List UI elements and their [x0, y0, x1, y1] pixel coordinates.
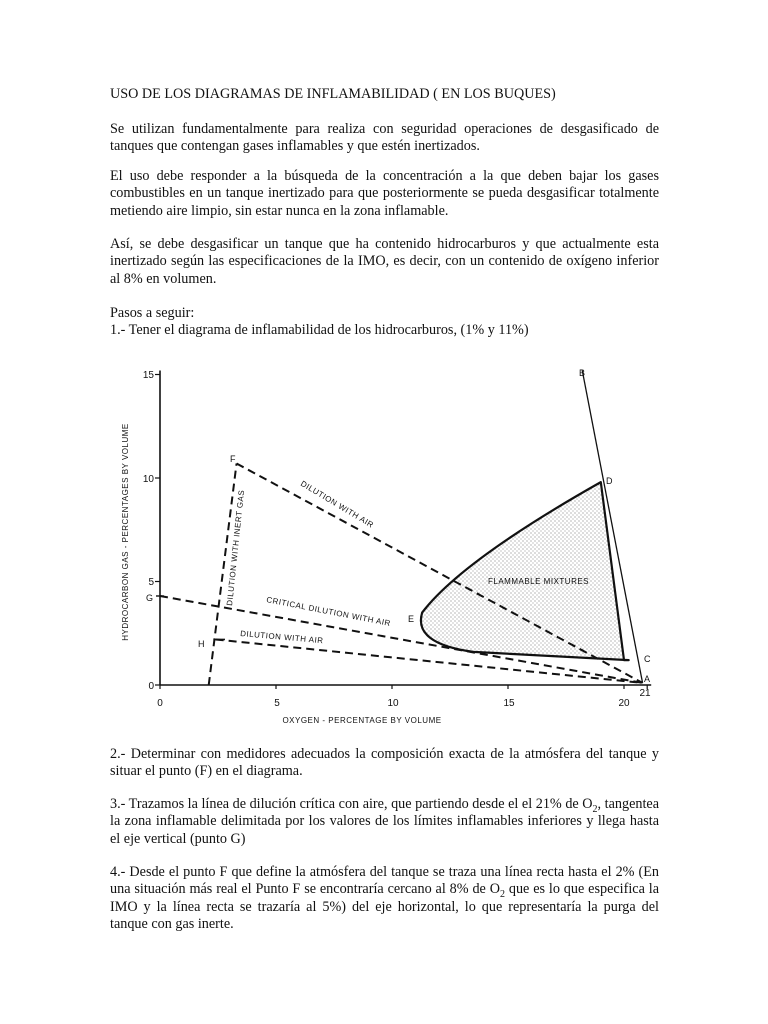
y-tick-5: 5 [148, 577, 154, 588]
point-H: H [198, 639, 205, 649]
paragraph-1: Se utilizan fundamentalmente para realiza con seguridad operaciones de desgasificado de tanques que contengan gases inflamables y que estén inertizados. [110, 121, 659, 155]
step-3-text-b: , tangentea la zona inflamable delimitada por los valores de los límites inflamables inferiores y llega hasta el eje vertical (punto G) [110, 796, 659, 847]
x-axis-title: OXYGEN - PERCENTAGE BY VOLUME [282, 716, 442, 725]
label-critical-dilution: CRITICAL DILUTION WITH AIR [265, 595, 392, 629]
step-4-text-a: 4.- Desde el punto F que define la atmósfera del tanque se traza una línea recta hasta el 2% (En una situación más real el Punto F se encontraría cercano al 8% de O [110, 864, 659, 898]
point-D: D [606, 476, 613, 486]
chart-layer [155, 370, 651, 689]
step-2: 2.- Determinar con medidores adecuados la composición exacta de la atmósfera del tanque y situar el punto (F) en el diagrama. [110, 746, 659, 780]
y-tick-10: 10 [142, 474, 154, 485]
step-4-text-b: que es lo que especifica la IMO y la línea recta se trazaría al 5%) del eje horizontal, lo que representaría la purga del tanque con gas inerte. [110, 881, 659, 933]
paragraph-2: El uso debe responder a la búsqueda de la concentración a la que deben bajar los gases combustibles en un tanque inertizado para que posteriormente se pueda desgasificar totalmente metiendo aire limpio, sin estar nunca en la zona inflamable. [110, 168, 659, 219]
x-tick-10: 10 [387, 698, 399, 709]
step-3 [110, 796, 659, 848]
step-1: 1.- Tener el diagrama de inflamabilidad de los hidrocarburos, (1% y 11%) [110, 322, 529, 339]
point-F: F [230, 454, 236, 464]
document-title: USO DE LOS DIAGRAMAS DE INFLAMABILIDAD ( EN LOS BUQUES) [110, 86, 556, 102]
step-4 [110, 864, 659, 934]
y-tick-15: 15 [142, 370, 154, 381]
diagram-svg [110, 360, 670, 730]
point-E: E [408, 614, 415, 624]
y-tick-0: 0 [148, 681, 154, 692]
label-dilution-air-upper: DILUTION WITH AIR [298, 478, 376, 530]
step-4-subscript: 2 [499, 889, 505, 901]
point-G: G [146, 593, 154, 603]
x-tick-21: 21 [639, 688, 651, 699]
steps-heading: Pasos a seguir: [110, 305, 195, 321]
label-dilution-air-lower: DILUTION WITH AIR [239, 629, 324, 646]
steps-section [110, 305, 659, 340]
point-B: B [579, 368, 586, 378]
label-flammable-mixtures: FLAMMABLE MIXTURES [488, 577, 590, 586]
step-3-text-a: 3.- Trazamos la línea de dilución crítica con aire, que partiendo desde el el 21% de O [110, 796, 593, 812]
point-A: A [644, 674, 651, 684]
x-tick-5: 5 [274, 698, 280, 709]
flammable-region [421, 482, 629, 660]
step-3-subscript: 2 [592, 803, 598, 815]
point-C: C [644, 654, 651, 664]
flammability-diagram [110, 360, 670, 730]
label-dilution-inert: DILUTION WITH INERT GAS [225, 489, 247, 607]
x-tick-0: 0 [157, 698, 163, 709]
y-axis-title: HYDROCARBON GAS - PERCENTAGES BY VOLUME [121, 423, 130, 641]
x-tick-20: 20 [618, 698, 630, 709]
paragraph-3: Así, se debe desgasificar un tanque que ha contenido hidrocarburos y que actualmente esta inertizado según las especificaciones de la IMO, es decir, con un contenido de oxígeno inferior al 8% en volumen. [110, 236, 659, 287]
x-tick-15: 15 [503, 698, 515, 709]
